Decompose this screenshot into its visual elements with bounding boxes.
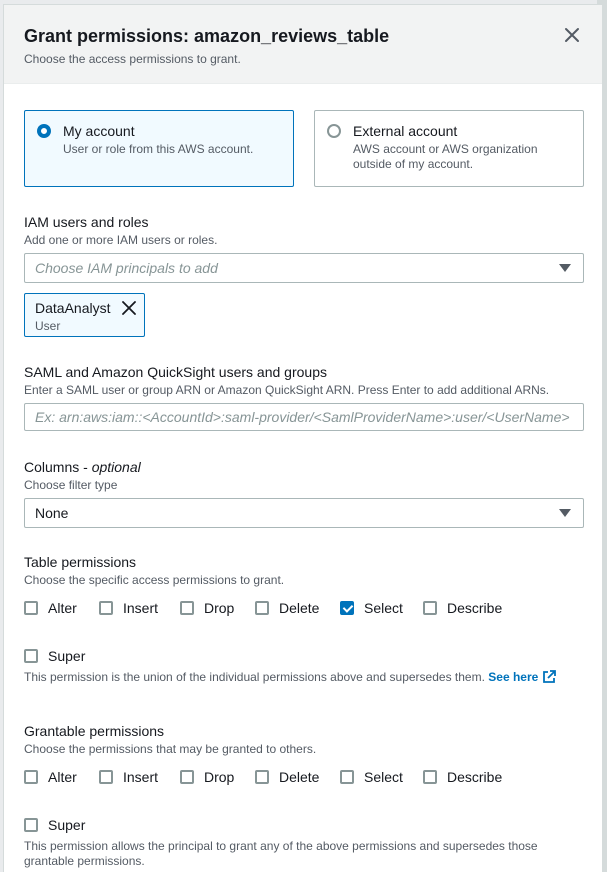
- table-permissions-desc: Choose the specific access permissions to grant.: [24, 573, 285, 587]
- tile-my-account-desc: User or role from this AWS account.: [63, 142, 254, 156]
- grantable-permissions-section: [24, 723, 584, 869]
- saml-label: SAML and Amazon QuickSight users and groups: [24, 364, 327, 380]
- columns-filter-value: None: [35, 505, 69, 521]
- iam-principals-select[interactable]: [24, 253, 584, 283]
- tile-external-account-desc-2: outside of my account.: [353, 157, 474, 171]
- table-perm-drop[interactable]: [180, 600, 255, 616]
- grant-perm-describe[interactable]: [423, 769, 502, 785]
- checkbox-label: Describe: [447, 769, 503, 785]
- grantable-super-row: [24, 817, 584, 833]
- close-button[interactable]: [562, 25, 582, 45]
- token-dataanalyst: [24, 293, 145, 337]
- checkbox[interactable]: [180, 601, 194, 615]
- saml-desc: Enter a SAML user or group ARN or Amazon QuickSight ARN. Press Enter to add additional ARNs.: [24, 383, 550, 397]
- saml-arn-input[interactable]: [35, 409, 573, 425]
- grant-perm-select[interactable]: [340, 769, 423, 785]
- grant-perm-super[interactable]: [24, 817, 85, 833]
- checkbox-label: Alter: [48, 600, 77, 616]
- modal-header: [4, 5, 602, 84]
- grantable-super-note-1: This permission allows the principal to grant any of the above permissions and supersedes those: [24, 839, 538, 853]
- checkbox[interactable]: [24, 649, 38, 663]
- grant-perm-drop[interactable]: [180, 769, 255, 785]
- checkbox-label: Super: [48, 648, 86, 664]
- tile-external-account-label: External account: [353, 123, 458, 139]
- grant-perm-insert[interactable]: [99, 769, 180, 785]
- columns-section: [24, 459, 584, 528]
- table-permissions-label: Table permissions: [24, 554, 137, 570]
- table-perm-describe[interactable]: [423, 600, 502, 616]
- checkbox-label: Describe: [447, 600, 503, 616]
- table-permissions-section: [24, 554, 584, 685]
- grantable-permissions-desc: Choose the permissions that may be granted to others.: [24, 742, 317, 756]
- saml-input-wrapper: [24, 403, 584, 431]
- checkbox[interactable]: [340, 770, 354, 784]
- checkbox-label: Delete: [279, 769, 320, 785]
- iam-principals-placeholder: Choose IAM principals to add: [35, 260, 218, 276]
- grant-perm-delete[interactable]: [255, 769, 340, 785]
- checkbox-label: Insert: [123, 769, 159, 785]
- caret-down-icon: [559, 509, 571, 517]
- checkbox-label: Alter: [48, 769, 77, 785]
- grantable-super-note-2: grantable permissions.: [24, 854, 145, 868]
- checkbox-label: Super: [48, 817, 86, 833]
- table-perm-insert[interactable]: [99, 600, 180, 616]
- tile-external-account[interactable]: [314, 110, 584, 187]
- table-super-row: [24, 648, 584, 664]
- table-perm-alter[interactable]: [24, 600, 99, 616]
- see-here-label: See here: [488, 670, 539, 684]
- table-perm-super[interactable]: [24, 648, 85, 664]
- checkbox[interactable]: [99, 770, 113, 784]
- checkbox[interactable]: [24, 818, 38, 832]
- checkbox[interactable]: [24, 601, 38, 615]
- columns-optional: optional: [91, 459, 141, 475]
- grantable-permissions-options: [24, 769, 584, 785]
- modal-subtitle: Choose the access permissions to grant.: [24, 52, 241, 66]
- columns-label: Columns - optional: [24, 459, 141, 475]
- radio-external-account[interactable]: [327, 124, 341, 138]
- iam-desc: Add one or more IAM users or roles.: [24, 233, 218, 247]
- columns-filter-select[interactable]: [24, 498, 584, 528]
- token-desc: User: [35, 319, 61, 333]
- radio-my-account[interactable]: [37, 124, 51, 138]
- table-perm-delete[interactable]: [255, 600, 340, 616]
- modal-title: Grant permissions: amazon_reviews_table: [24, 26, 390, 46]
- close-icon: [564, 27, 580, 43]
- see-here-link[interactable]: [488, 670, 556, 684]
- checkbox[interactable]: [423, 601, 437, 615]
- iam-section: [24, 214, 584, 337]
- checkbox[interactable]: [24, 770, 38, 784]
- tile-my-account-label: My account: [63, 123, 135, 139]
- grant-perm-alter[interactable]: [24, 769, 99, 785]
- checkbox-label: Delete: [279, 600, 320, 616]
- checkbox[interactable]: [423, 770, 437, 784]
- tile-external-account-desc-1: AWS account or AWS organization: [353, 142, 538, 156]
- grantable-permissions-label: Grantable permissions: [24, 723, 165, 739]
- token-label: DataAnalyst: [35, 300, 111, 316]
- table-super-note: [24, 670, 584, 685]
- grant-permissions-modal: [3, 4, 603, 872]
- columns-desc: Choose filter type: [24, 478, 118, 492]
- external-link-icon: [542, 670, 556, 684]
- iam-label: IAM users and roles: [24, 214, 149, 230]
- checkbox-label: Drop: [204, 600, 235, 616]
- table-perm-select[interactable]: [340, 600, 423, 616]
- checkbox-label: Insert: [123, 600, 159, 616]
- table-permissions-options: [24, 600, 584, 616]
- checkbox-label: Select: [364, 769, 403, 785]
- table-super-note-text: This permission is the union of the individual permissions above and supersedes them.: [24, 670, 485, 684]
- checkbox[interactable]: [99, 601, 113, 615]
- checkbox-checked[interactable]: [340, 601, 354, 615]
- caret-down-icon: [559, 264, 571, 272]
- checkbox[interactable]: [255, 770, 269, 784]
- columns-label-text: Columns: [24, 459, 80, 475]
- checkbox-label: Drop: [204, 769, 235, 785]
- tile-my-account[interactable]: [24, 110, 294, 187]
- checkbox[interactable]: [180, 770, 194, 784]
- remove-token-icon[interactable]: [122, 301, 136, 315]
- checkbox[interactable]: [255, 601, 269, 615]
- checkbox-label: Select: [364, 600, 403, 616]
- saml-section: [24, 364, 584, 431]
